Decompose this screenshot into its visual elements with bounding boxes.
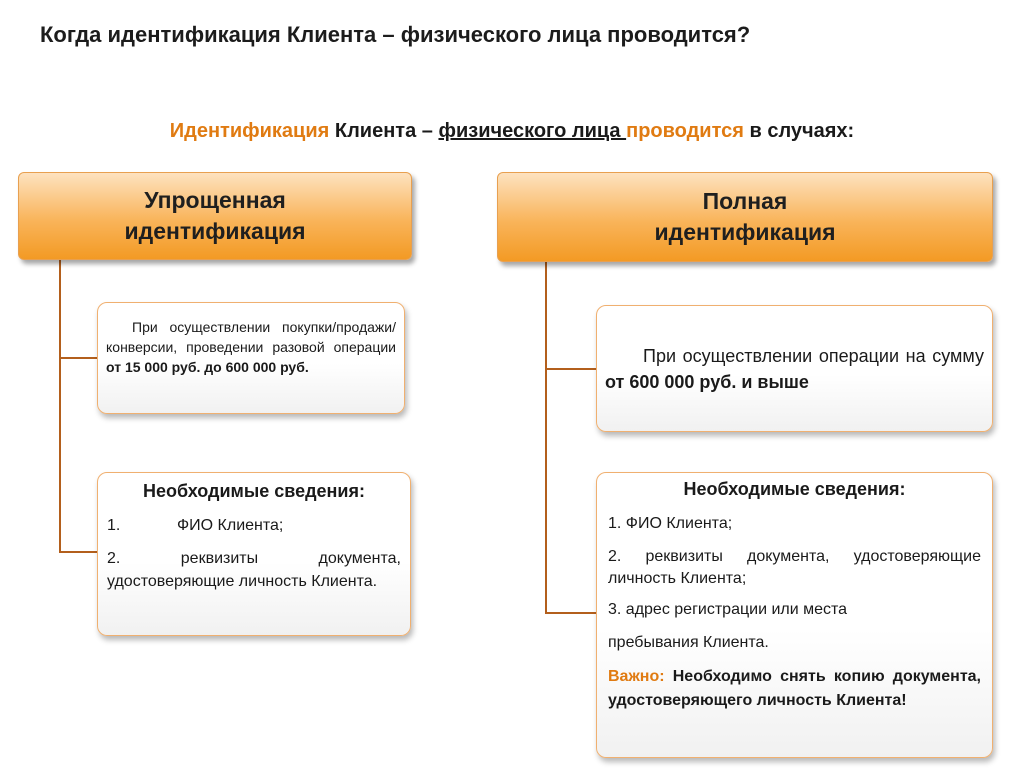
full-condition-plain: При осуществлении операции на сумму <box>643 346 984 366</box>
important-label: Важно: <box>608 668 665 685</box>
right-connector-vertical <box>545 262 547 614</box>
subtitle-identification: Идентификация <box>169 120 330 142</box>
simplified-header-line-2: идентификация <box>124 218 306 244</box>
simplified-header-line-1: Упрощенная <box>144 187 286 213</box>
subtitle-individual: физического лица <box>438 120 627 142</box>
subtitle-client: Клиента – <box>329 120 439 142</box>
full-identification-header <box>497 172 993 262</box>
simplified-condition-plain: При осуществлении покупки/продажи/конверсии, проведении разовой операции <box>106 319 396 355</box>
full-header-line-2: идентификация <box>654 219 836 245</box>
full-info-item-3-line-1: 3. адрес регистрации или места <box>608 601 848 618</box>
simplified-info-heading: Необходимые сведения: <box>143 481 365 501</box>
subtitle-cases: в случаях: <box>743 120 855 142</box>
left-connector-vertical <box>59 260 61 553</box>
full-header-line-1: Полная <box>702 188 788 214</box>
subtitle-conducted: проводится <box>626 120 744 142</box>
full-info-heading: Необходимые сведения: <box>683 479 906 499</box>
simplified-info-item-2: 2. реквизиты документа, удостоверяющие личность Клиента. <box>107 550 401 590</box>
simplified-condition-text <box>106 317 396 377</box>
simplified-info-item-1-text: ФИО Клиента; <box>177 517 284 534</box>
simplified-identification-header <box>18 172 412 260</box>
full-info-important-note <box>608 665 981 713</box>
full-info-item-1: 1. ФИО Клиента; <box>608 515 733 532</box>
simplified-info-item-1 <box>107 514 401 537</box>
right-connector-branch-1 <box>545 368 597 370</box>
simplified-info-card <box>97 472 411 636</box>
full-info-card <box>596 472 993 758</box>
simplified-info-item-1-number: 1. <box>107 517 121 534</box>
simplified-condition-card <box>97 302 405 414</box>
left-connector-branch-1 <box>59 357 98 359</box>
simplified-condition-amount: от 15 000 руб. до 600 000 руб. <box>106 359 309 375</box>
important-text: Необходимо снять копию документа, удостоверяющего личность Клиента! <box>608 668 981 709</box>
full-condition-text <box>605 343 984 395</box>
slide-subtitle <box>0 120 1024 143</box>
full-condition-amount: от 600 000 руб. и выше <box>605 372 809 392</box>
full-info-item-2: 2. реквизиты документа, удостоверяющие личность Клиента; <box>608 548 981 587</box>
right-connector-branch-2 <box>545 612 597 614</box>
full-condition-card <box>596 305 993 432</box>
left-connector-branch-2 <box>59 551 98 553</box>
full-info-item-3-line-2: пребывания Клиента. <box>608 634 769 651</box>
slide-title: Когда идентификация Клиента – физического лица проводится? <box>40 22 751 47</box>
